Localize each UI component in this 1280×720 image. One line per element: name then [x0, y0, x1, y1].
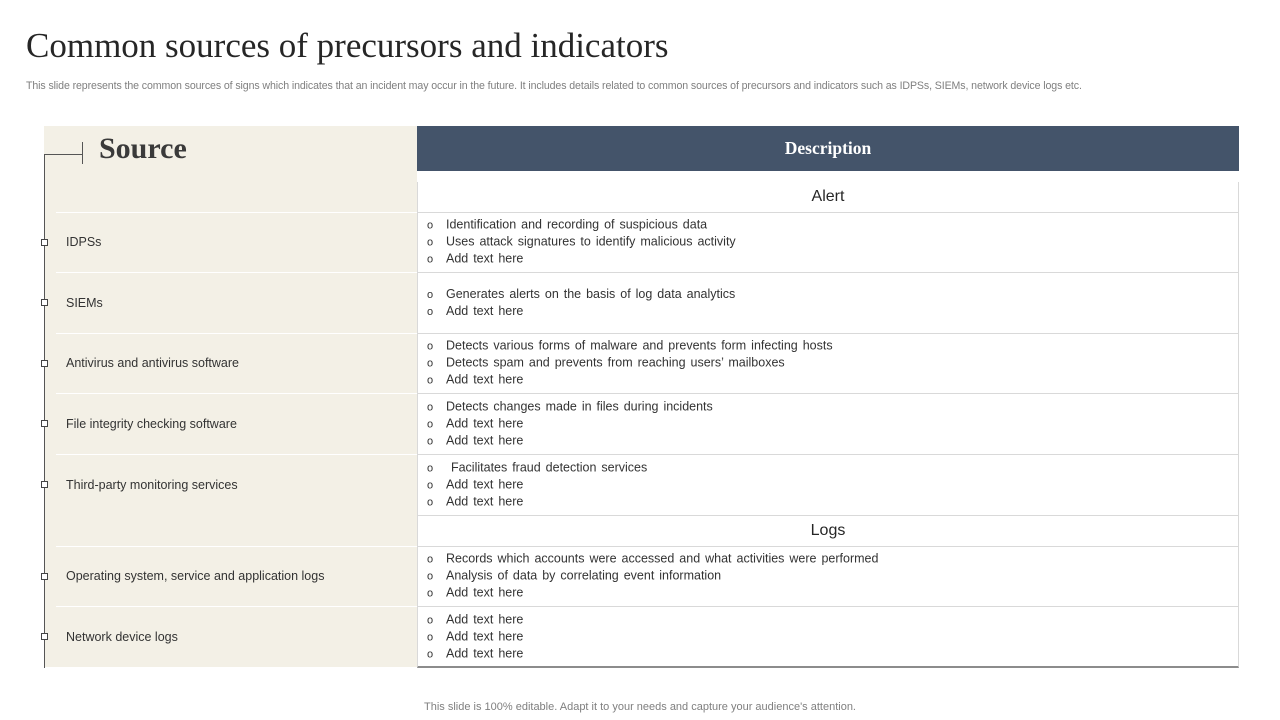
description-heading: Description	[784, 138, 872, 158]
bullet-text: Detects spam and prevents from reaching users’ mailboxes	[446, 355, 785, 370]
source-label: SIEMs	[66, 295, 103, 310]
section-label: Alert	[811, 188, 845, 205]
bullet-glyph: o	[427, 418, 434, 430]
bullet-text: Add text here	[446, 494, 524, 508]
row-separator	[56, 606, 417, 607]
description-bullets	[427, 459, 647, 510]
source-label: Network device logs	[66, 629, 178, 644]
bullet-item	[427, 251, 736, 268]
source-label: Antivirus and antivirus software	[66, 356, 239, 370]
bullet-text: Detects various forms of malware and prevents form infecting hosts	[446, 338, 833, 353]
bullet-glyph: o	[427, 219, 434, 232]
bullet-glyph: o	[427, 253, 434, 266]
bullet-glyph: o	[427, 288, 434, 301]
bullet-glyph: o	[427, 553, 434, 566]
description-bullets	[427, 611, 523, 662]
slide-subtitle: This slide represents the common sources of signs which indicates that an incident may occur in the future. It includes details related to common sources of precursors and indicators such as IDPSs, SIEMs, network device logs etc.	[26, 80, 1082, 92]
row-separator	[56, 333, 417, 334]
row-separator	[417, 606, 1239, 607]
bullet-text: Analysis of data by correlating event information	[446, 568, 722, 583]
bullet-item	[427, 303, 735, 320]
bullet-glyph: o	[427, 340, 434, 353]
bullet-text: Add text here	[446, 433, 524, 447]
timeline-tick	[82, 142, 83, 164]
row-separator	[417, 333, 1239, 334]
row-separator	[417, 454, 1239, 455]
bullet-glyph: o	[427, 479, 434, 491]
source-label: File integrity checking software	[66, 416, 237, 431]
row-separator	[56, 546, 417, 547]
timeline-marker-icon	[41, 573, 48, 580]
source-heading: Source	[99, 132, 187, 165]
bullet-glyph: o	[427, 236, 434, 249]
bullet-text: Add text here	[446, 646, 524, 660]
bullet-item	[427, 585, 878, 602]
bullet-text: Add text here	[446, 629, 524, 643]
bullet-glyph: o	[427, 614, 434, 626]
bullet-glyph: o	[427, 462, 434, 474]
timeline-marker-icon	[41, 299, 48, 306]
bullet-item	[427, 628, 523, 645]
bullet-glyph: o	[427, 357, 434, 370]
description-bullets	[427, 398, 713, 449]
bullet-item	[427, 217, 736, 234]
row-separator	[56, 393, 417, 394]
timeline-marker-icon	[41, 633, 48, 640]
bullet-glyph: o	[427, 374, 434, 387]
source-label: Third-party monitoring services	[66, 477, 238, 492]
bullet-text: Add text here	[446, 477, 524, 491]
source-label: Operating system, service and application logs	[66, 569, 325, 583]
row-separator	[56, 212, 417, 213]
bullet-text: Uses attack signatures to identify malicious activity	[446, 234, 736, 249]
bullet-glyph: o	[427, 496, 434, 508]
bullet-item	[427, 432, 713, 449]
description-bullets	[427, 338, 833, 389]
bullet-text: Add text here	[446, 612, 524, 626]
timeline-connector	[44, 154, 82, 155]
bullet-text: Add text here	[446, 416, 524, 430]
row-separator	[417, 515, 1239, 516]
bullet-item	[427, 234, 736, 251]
bullet-text: Records which accounts were accessed and what activities were performed	[446, 551, 879, 566]
bullet-item	[427, 568, 878, 585]
bullet-glyph: o	[427, 305, 434, 318]
slide-footer: This slide is 100% editable. Adapt it to your needs and capture your audience's attention.	[424, 701, 856, 713]
bullet-item	[427, 551, 878, 568]
timeline-marker-icon	[41, 360, 48, 367]
bullet-item	[427, 645, 523, 662]
bullet-text: Add text here	[446, 372, 524, 387]
bullet-text: Detects changes made in files during incidents	[446, 399, 713, 413]
bullet-text: Identification and recording of suspicious data	[446, 217, 708, 232]
description-bullets	[427, 551, 878, 602]
source-label: IDPSs	[66, 235, 102, 249]
timeline-line	[44, 154, 45, 668]
bullet-glyph: o	[427, 587, 434, 600]
timeline-marker-icon	[41, 420, 48, 427]
bullet-item	[427, 493, 647, 510]
bullet-glyph: o	[427, 570, 434, 583]
bullet-glyph: o	[427, 648, 434, 660]
row-separator	[56, 454, 417, 455]
bullet-text: Facilitates fraud detection services	[446, 460, 648, 474]
bullet-text: Add text here	[446, 303, 524, 318]
row-separator	[417, 546, 1239, 547]
timeline-marker-icon	[41, 481, 48, 488]
bullet-text: Generates alerts on the basis of log data analytics	[446, 286, 736, 301]
timeline-marker-icon	[41, 239, 48, 246]
description-bullets	[427, 286, 735, 320]
source-panel	[44, 126, 417, 667]
section-label: Logs	[810, 521, 846, 539]
bullet-item	[427, 476, 647, 493]
bullet-item	[427, 286, 735, 303]
row-separator	[56, 272, 417, 273]
bullet-item	[427, 372, 833, 389]
row-separator	[417, 272, 1239, 273]
description-header	[417, 126, 1239, 171]
slide-title: Common sources of precursors and indicators	[26, 26, 669, 65]
description-bullets	[427, 217, 736, 268]
bullet-glyph: o	[427, 631, 434, 643]
bullet-item	[427, 415, 713, 432]
bullet-item	[427, 338, 833, 355]
bullet-item	[427, 398, 713, 415]
row-separator	[417, 212, 1239, 213]
bullet-text: Add text here	[446, 251, 524, 266]
bullet-glyph: o	[427, 401, 434, 413]
bullet-glyph: o	[427, 435, 434, 447]
bullet-item	[427, 611, 523, 628]
bullet-text: Add text here	[446, 585, 524, 600]
bullet-item	[427, 355, 833, 372]
bullet-item	[427, 459, 647, 476]
row-separator	[417, 393, 1239, 394]
